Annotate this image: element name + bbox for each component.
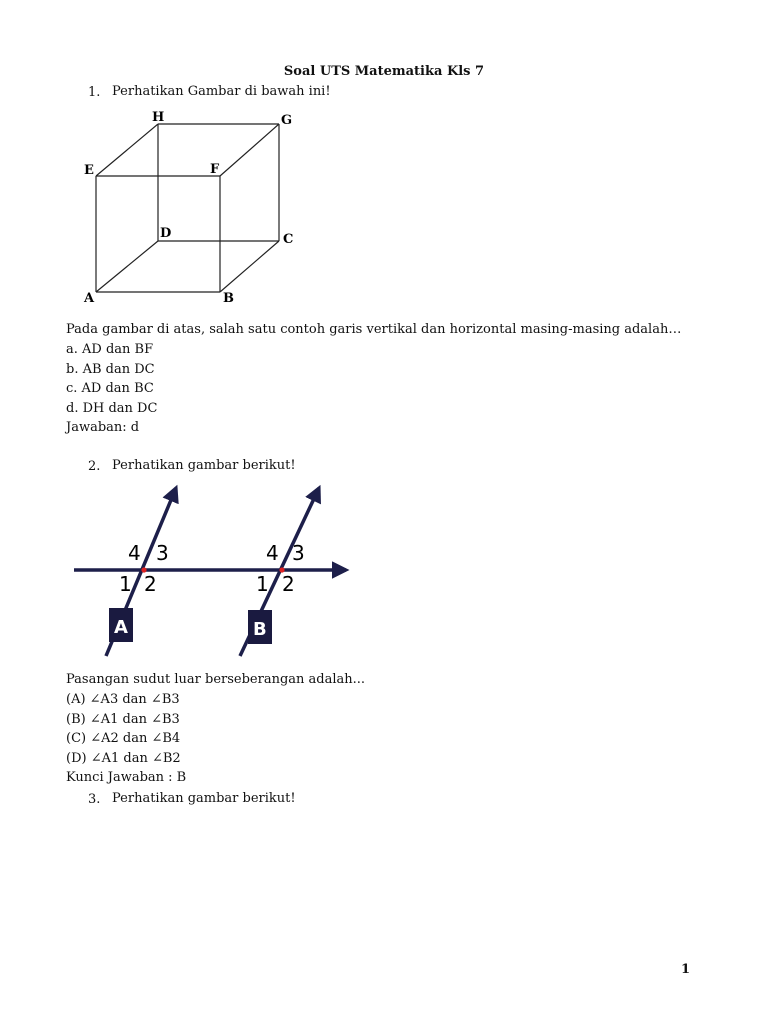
- transversal-diagram: [66, 478, 360, 662]
- vertex-label-e: E: [84, 163, 94, 178]
- angle-b1: 1: [256, 572, 269, 596]
- q1-options: [66, 340, 157, 438]
- angle-a4: 4: [128, 541, 141, 565]
- vertex-label-d: D: [160, 226, 172, 241]
- angle-a3: 3: [156, 541, 169, 565]
- q1-option-d: d. DH dan DC: [66, 400, 158, 416]
- vertex-label-b: B: [223, 291, 234, 306]
- q2-option-a: (A) ∠A3 dan ∠B3: [66, 692, 180, 707]
- q2-number: 2.: [88, 459, 101, 474]
- q1-answer: Jawaban: d: [66, 420, 140, 435]
- q2-options: [66, 690, 186, 788]
- q2-option-c: (C) ∠A2 dan ∠B4: [66, 731, 181, 746]
- q3-number: 3.: [88, 792, 101, 807]
- q1-option-a: a. AD dan BF: [66, 342, 154, 357]
- q2-option-b: (B) ∠A1 dan ∠B3: [66, 711, 180, 727]
- angle-a2: 2: [144, 572, 157, 596]
- q2-answer: Kunci Jawaban : B: [66, 770, 187, 785]
- edge-ad: [96, 241, 158, 292]
- vertex-label-h: H: [152, 110, 165, 125]
- q3-prompt: Perhatikan gambar berikut!: [112, 791, 296, 806]
- cube-figure: [78, 106, 308, 306]
- edge-eh: [96, 124, 158, 176]
- angle-b4: 4: [266, 541, 279, 565]
- q2-option-d: (D) ∠A1 dan ∠B2: [66, 750, 181, 766]
- parallel-lines-figure: [66, 478, 360, 662]
- vertex-label-c: C: [283, 232, 294, 247]
- q1-option-c: c. AD dan BC: [66, 381, 154, 396]
- angle-a1: 1: [119, 572, 132, 596]
- q2-question: Pasangan sudut luar berseberangan adalah...: [66, 672, 366, 687]
- q2-prompt: Perhatikan gambar berikut!: [112, 458, 296, 473]
- vertex-label-a: A: [84, 291, 95, 306]
- q1-number: 1.: [88, 85, 101, 100]
- label-a: A: [114, 617, 128, 638]
- page-number: 1: [680, 962, 690, 977]
- vertex-label-g: G: [281, 113, 293, 128]
- vertex-label-f: F: [210, 162, 220, 177]
- angle-b2: 2: [282, 572, 295, 596]
- q1-question: Pada gambar di atas, salah satu contoh garis vertikal dan horizontal masing-masing adalah…: [66, 322, 682, 337]
- label-b: B: [253, 619, 267, 640]
- q1-prompt: Perhatikan Gambar di bawah ini!: [112, 84, 331, 99]
- cube-diagram: [78, 106, 308, 306]
- edge-fg: [220, 124, 279, 176]
- page-title: Soal UTS Matematika Kls 7: [283, 64, 485, 79]
- edge-bc: [220, 241, 279, 292]
- angle-b3: 3: [292, 541, 305, 565]
- q1-option-b: b. AB dan DC: [66, 361, 155, 377]
